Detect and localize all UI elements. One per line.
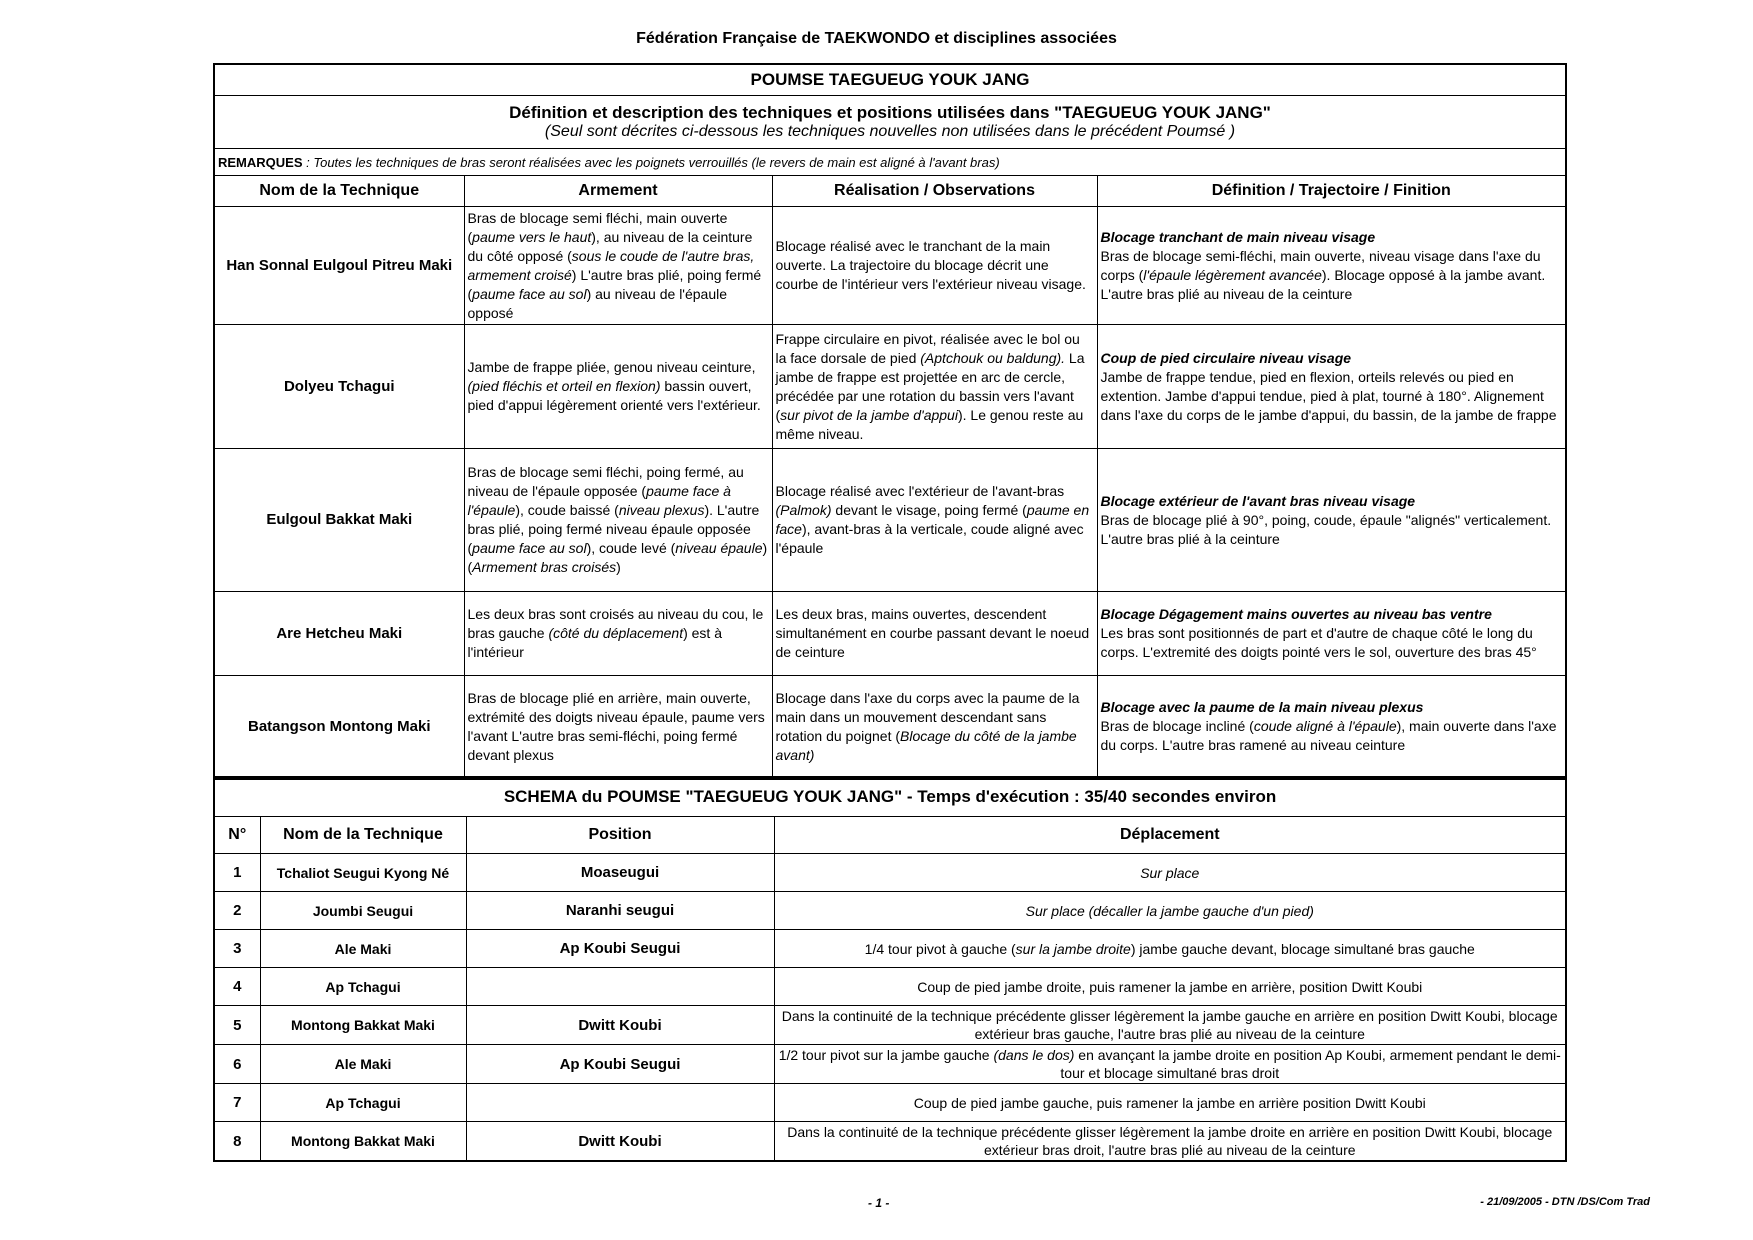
column-header: Réalisation / Observations <box>772 176 1097 207</box>
column-header: Nom de la Technique <box>260 817 466 854</box>
italic-text: (Palmok) <box>775 502 832 518</box>
italic-text: paume face au sol <box>472 540 587 556</box>
text-segment: ) <box>616 559 621 575</box>
step-number: 6 <box>214 1045 260 1084</box>
text-segment: 1/4 tour pivot à gauche ( <box>864 940 1016 957</box>
definition-heading: Blocage Dégagement mains ouvertes au niveau bas ventre <box>1100 606 1492 622</box>
step-deplacement <box>774 1045 1566 1084</box>
step-number: 3 <box>214 930 260 968</box>
step-number: 4 <box>214 968 260 1006</box>
italic-text: niveau plexus <box>618 502 705 518</box>
text-segment: Blocage dans l'axe du corps avec la paume de la main dans un mouvement descendant sans rotation du poignet ( <box>775 689 1080 744</box>
schema-body <box>214 854 1566 1162</box>
text-segment: bassin ouvert, pied d'appui légèrement orienté vers l'extérieur. <box>467 378 761 413</box>
step-technique: Joumbi Seugui <box>260 892 466 930</box>
step-deplacement <box>774 854 1566 892</box>
technique-name: Han Sonnal Eulgoul Pitreu Maki <box>214 207 464 325</box>
text-segment: ) L'autre bras plié, poing fermé ( <box>467 266 762 302</box>
schema-row <box>214 1006 1566 1045</box>
italic-text: (pied fléchis et orteil en flexion) <box>467 378 661 394</box>
definition-cell <box>1097 207 1566 325</box>
italic-text: sur la jambe droite <box>1015 940 1131 957</box>
technique-row <box>214 676 1566 779</box>
definition-heading: Blocage tranchant de main niveau visage <box>1100 228 1376 245</box>
text-segment: ) jambe gauche devant, blocage simultané bras gauche <box>1130 940 1475 957</box>
definition-title: Définition et description des techniques et positions utilisées dans "TAEGUEUG YOUK JANG" <box>509 103 1271 122</box>
step-position <box>466 968 774 1006</box>
text-segment: Dans la continuité de la technique précédente glisser légèrement la jambe droite en arrière en position Dwitt Koubi, blocage extérieur bras droit, l'autre bras plié au niveau de la ceinture <box>787 1124 1553 1158</box>
armement-cell <box>464 325 772 449</box>
italic-text: (côté du déplacement <box>548 625 684 641</box>
text-segment: Bras de blocage plié à 90°, poing, coude, épaule "alignés" verticalement. L'autre bras plié à la ceinture <box>1100 511 1552 547</box>
text-segment: Bras de blocage incliné ( <box>1100 718 1254 735</box>
column-header: Déplacement <box>774 817 1566 854</box>
text-segment: Bras de blocage semi fléchi, main ouverte ( <box>467 209 728 245</box>
italic-text: paume face au sol <box>472 285 587 302</box>
remarks-text: : Toutes les techniques de bras seront réalisées avec les poignets verrouillés (le revers de main est aligné à l'avant bras) <box>302 154 1000 170</box>
realisation-cell <box>772 592 1097 676</box>
techniques-body <box>214 207 1566 779</box>
step-deplacement <box>774 1122 1566 1162</box>
technique-name: Batangson Montong Maki <box>214 676 464 779</box>
step-technique: Tchaliot Seugui Kyong Né <box>260 854 466 892</box>
definition-cell <box>1097 325 1566 449</box>
technique-row <box>214 449 1566 592</box>
step-technique: Ap Tchagui <box>260 968 466 1006</box>
schema-row <box>214 854 1566 892</box>
realisation-cell <box>772 449 1097 592</box>
step-deplacement <box>774 892 1566 930</box>
italic-text: Blocage du côté de la jambe avant) <box>775 727 1077 763</box>
step-position: Naranhi seugui <box>466 892 774 930</box>
italic-text: coude aligné à l'épaule <box>1253 718 1397 735</box>
text-segment: ), au niveau de la ceinture du côté opposé ( <box>467 228 753 264</box>
step-deplacement <box>774 1006 1566 1045</box>
definition-cell <box>1097 676 1566 779</box>
federation-header: Fédération Française de TAEKWONDO et disciplines associées <box>636 30 1117 47</box>
technique-row <box>214 207 1566 325</box>
text-segment: Frappe circulaire en pivot, réalisée avec le bol ou la face dorsale de pied <box>775 330 1080 366</box>
definition-heading: Blocage extérieur de l'avant bras niveau visage <box>1100 492 1416 509</box>
text-segment: devant le visage, poing fermé ( <box>831 502 1027 518</box>
text-segment: Les bras sont positionnés de part et d'autre de chaque côté le long du corps. L'extremité des doigts pointé vers le sol, ouverture des bras 45° <box>1100 625 1537 660</box>
step-number: 2 <box>214 892 260 930</box>
step-number: 8 <box>214 1122 260 1162</box>
step-technique: Montong Bakkat Maki <box>260 1122 466 1162</box>
schema-row <box>214 968 1566 1006</box>
definition-heading: Coup de pied circulaire niveau visage <box>1100 349 1352 366</box>
text-segment: Bras de blocage semi fléchi, poing fermé, au niveau de l'épaule opposée ( <box>467 464 744 499</box>
step-position: Moaseugui <box>466 854 774 892</box>
definition-header <box>214 96 1566 149</box>
italic-text: Sur place <box>1140 864 1200 881</box>
text-segment: Les deux bras, mains ouvertes, descendent simultanément en courbe passant devant le noeud de ceinture <box>775 606 1090 660</box>
poumse-title: POUMSE TAEGUEUG YOUK JANG <box>214 64 1566 96</box>
step-number: 1 <box>214 854 260 892</box>
technique-row <box>214 592 1566 676</box>
text-segment: ) ( <box>467 540 768 575</box>
column-header: Définition / Trajectoire / Finition <box>1097 176 1566 207</box>
remarks-label: REMARQUES <box>218 154 303 170</box>
technique-name: Eulgoul Bakkat Maki <box>214 449 464 592</box>
text-segment: ), avant-bras à la verticale, coude aligné avec l'épaule <box>775 521 1084 556</box>
text-segment: Blocage réalisé avec l'extérieur de l'avant-bras <box>775 483 1065 499</box>
italic-text: sur pivot de la jambe d'appui <box>780 406 958 423</box>
step-technique: Montong Bakkat Maki <box>260 1006 466 1045</box>
italic-text: (dans le dos) <box>993 1047 1075 1063</box>
schema-row <box>214 930 1566 968</box>
step-technique: Ale Maki <box>260 930 466 968</box>
schema-title: SCHEMA du POUMSE "TAEGUEUG YOUK JANG" - Temps d'exécution : 35/40 secondes environ <box>214 777 1566 817</box>
schema-row <box>214 1045 1566 1084</box>
text-segment: ), coude levé ( <box>586 540 676 556</box>
text-segment: Jambe de frappe pliée, genou niveau ceinture, <box>467 359 756 375</box>
text-segment: Bras de blocage plié en arrière, main ouverte, extrémité des doigts niveau épaule, paume vers l'avant L'autre bras semi-fléchi, poing fermé devant plexus <box>467 689 765 763</box>
schema-row <box>214 892 1566 930</box>
step-technique: Ale Maki <box>260 1045 466 1084</box>
italic-text: (Aptchouk ou baldung). <box>920 349 1066 366</box>
realisation-cell <box>772 676 1097 779</box>
text-segment: ). L'autre bras plié, poing fermé niveau épaule opposée ( <box>467 502 760 556</box>
italic-text: niveau épaule <box>675 540 763 556</box>
technique-name: Dolyeu Tchagui <box>214 325 464 449</box>
step-deplacement <box>774 1084 1566 1122</box>
text-segment: Blocage réalisé avec le tranchant de la main ouverte. La trajectoire du blocage décrit une courbe de l'intérieur vers l'extérieur niveau visage. <box>775 238 1086 292</box>
text-segment: Jambe de frappe tendue, pied en flexion, orteils relevés ou pied en extention. Jambe d'appui tendue, pied à plat, tourné à 180°. Alignement dans l'axe du corps de le jambe d'appui, du bassin, de la jambe de frappe <box>1100 368 1557 423</box>
text-segment: ). Blocage opposé à la jambe avant. L'autre bras plié au niveau de la ceinture <box>1100 266 1546 302</box>
realisation-cell <box>772 325 1097 449</box>
schema-table <box>213 776 1567 1162</box>
definition-cell <box>1097 449 1566 592</box>
schema-column-headers <box>214 817 1566 854</box>
document-reference: - 21/09/2005 - DTN /DS/Com Trad <box>1480 1196 1650 1208</box>
armement-cell <box>464 449 772 592</box>
technique-name: Are Hetcheu Maki <box>214 592 464 676</box>
text-segment: ). Le genou reste au même niveau. <box>775 406 1084 442</box>
text-segment: ) au niveau de l'épaule opposé <box>467 285 728 321</box>
text-segment: Coup de pied jambe droite, puis ramener la jambe en arrière, position Dwitt Koubi <box>917 978 1423 995</box>
technique-row <box>214 325 1566 449</box>
armement-cell <box>464 592 772 676</box>
column-header: Nom de la Technique <box>214 176 464 207</box>
text-segment: Les deux bras sont croisés au niveau du cou, le bras gauche <box>467 606 764 641</box>
italic-text: paume face à l'épaule <box>467 483 731 518</box>
armement-cell <box>464 676 772 779</box>
step-deplacement <box>774 930 1566 968</box>
italic-text: l'épaule légèrement avancée <box>1143 266 1322 283</box>
realisation-cell <box>772 207 1097 325</box>
text-segment: ) est à l'intérieur <box>467 625 722 660</box>
step-position: Dwitt Koubi <box>466 1006 774 1045</box>
text-segment: ), coude baissé ( <box>515 502 619 518</box>
step-number: 5 <box>214 1006 260 1045</box>
italic-text: Armement bras croisés <box>472 559 617 575</box>
step-deplacement <box>774 968 1566 1006</box>
techniques-column-headers <box>214 176 1566 207</box>
step-number: 7 <box>214 1084 260 1122</box>
definition-subtitle: (Seul sont décrites ci-dessous les techniques nouvelles non utilisées dans le précédent Poumsé ) <box>544 123 1236 140</box>
italic-text: sous le coude de l'autre bras, armement croisé <box>467 247 755 283</box>
step-position: Dwitt Koubi <box>466 1122 774 1162</box>
step-technique: Ap Tchagui <box>260 1084 466 1122</box>
text-segment: 1/2 tour pivot sur la jambe gauche <box>778 1047 994 1063</box>
text-segment: en avançant la jambe droite en position Ap Koubi, armement pendant le demi-tour et blocage simultané bras droit <box>1060 1047 1561 1081</box>
italic-text: Sur place (décaller la jambe gauche d'un pied) <box>1025 902 1314 919</box>
italic-text: paume en face <box>775 502 1090 537</box>
schema-row <box>214 1084 1566 1122</box>
text-segment: ), main ouverte dans l'axe du corps. L'autre bras ramené au niveau ceinture <box>1100 718 1557 754</box>
step-position <box>466 1084 774 1122</box>
remarks <box>214 149 1566 176</box>
armement-cell <box>464 207 772 325</box>
text-segment: La jambe de frappe est projettée en arc de cercle, précédée par une rotation du bassin vers l'avant ( <box>775 349 1085 423</box>
column-header: Armement <box>464 176 772 207</box>
definition-heading: Blocage avec la paume de la main niveau plexus <box>1100 699 1424 716</box>
page-number: - 1 - <box>868 1196 890 1210</box>
schema-row <box>214 1122 1566 1162</box>
text-segment: Coup de pied jambe gauche, puis ramener la jambe en arrière position Dwitt Koubi <box>913 1094 1426 1111</box>
techniques-table <box>213 63 1567 780</box>
definition-cell <box>1097 592 1566 676</box>
text-segment: Bras de blocage semi-fléchi, main ouverte, niveau visage dans l'axe du corps ( <box>1100 247 1541 283</box>
italic-text: paume vers le haut <box>472 228 592 245</box>
step-position: Ap Koubi Seugui <box>466 1045 774 1084</box>
column-header: Position <box>466 817 774 854</box>
column-header: N° <box>214 817 260 854</box>
step-position: Ap Koubi Seugui <box>466 930 774 968</box>
text-segment: Dans la continuité de la technique précédente glisser légèrement la jambe gauche en arrière en position Dwitt Koubi, blocage extérieur bras gauche, l'autre bras plié au niveau de la ceinture <box>781 1008 1558 1042</box>
